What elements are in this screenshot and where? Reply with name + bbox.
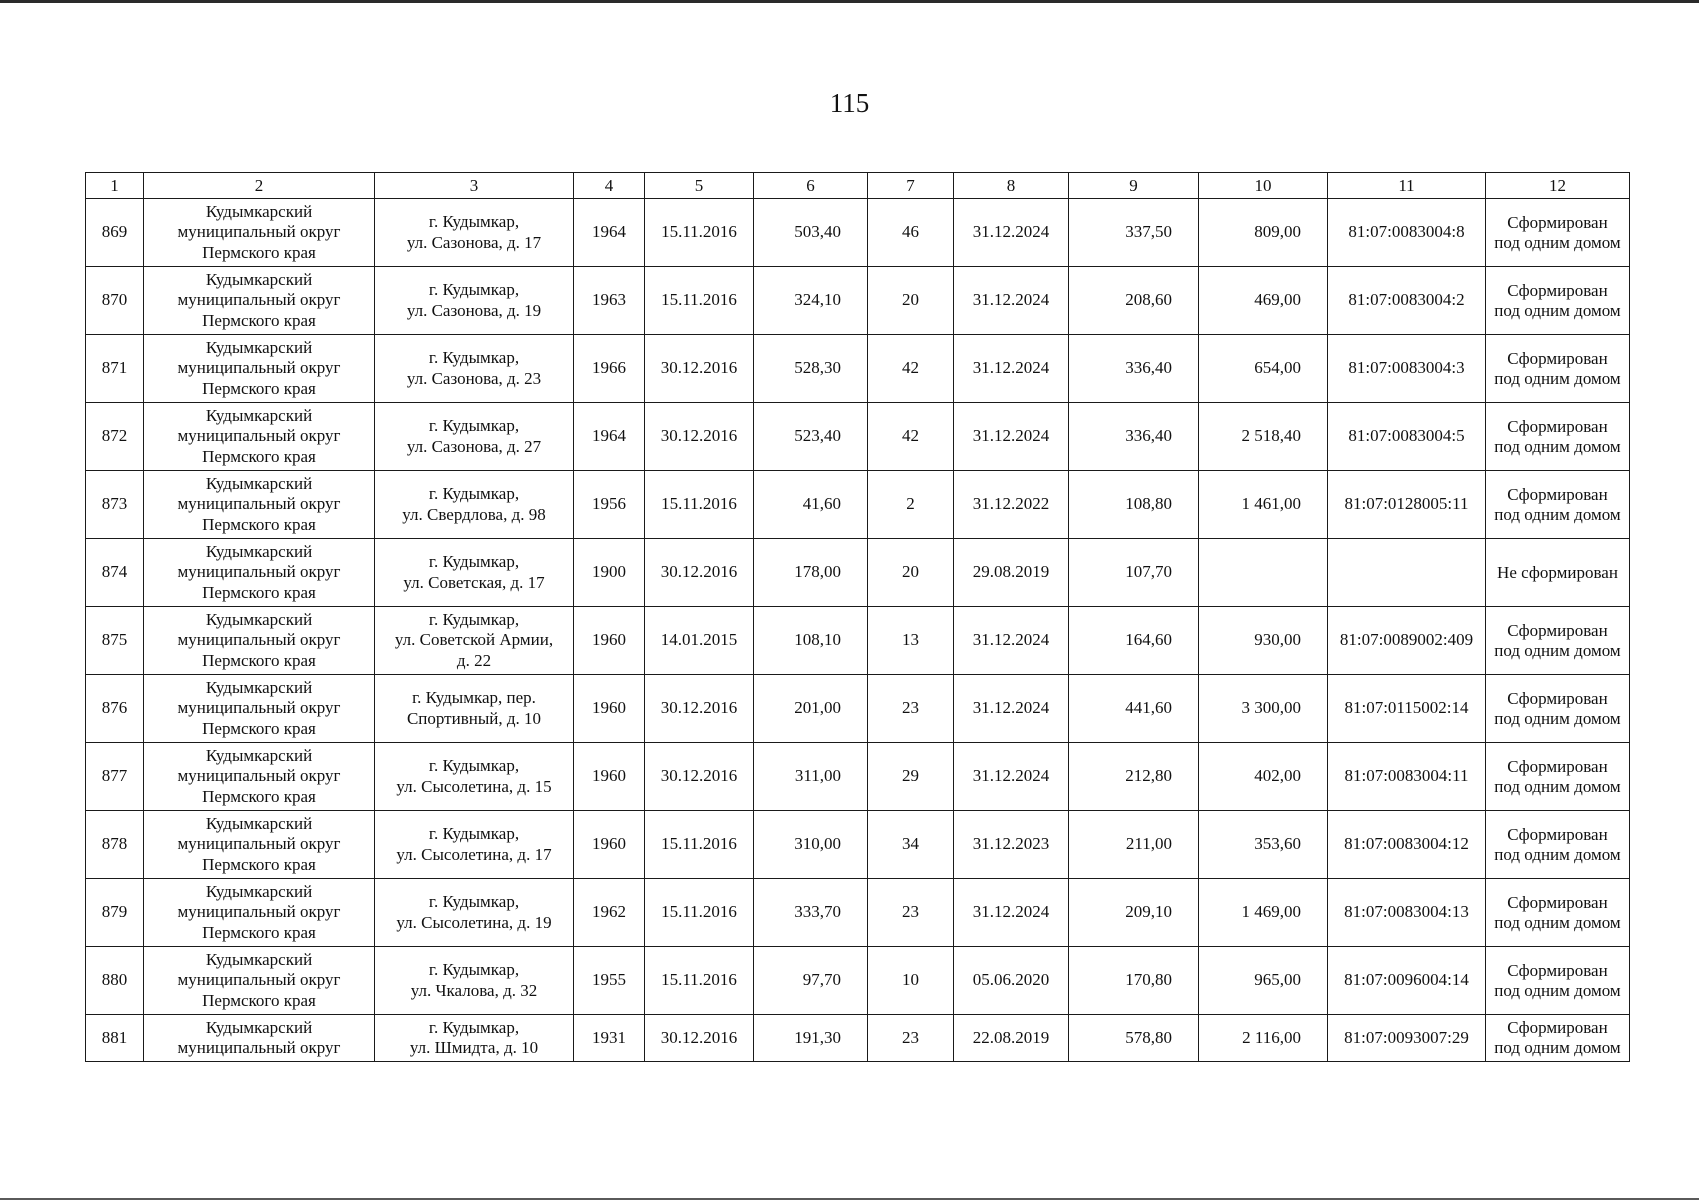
address-line: ул. Советской Армии, [394,630,554,650]
living-area-cell: 212,80 [1069,743,1199,811]
municipality-line: Кудымкарский [205,745,313,765]
column-header: 7 [868,173,954,199]
page-number: 115 [829,88,870,118]
year-cell: 1966 [574,335,645,403]
row-number-cell: 877 [86,743,144,811]
living-area-cell: 211,00 [1069,811,1199,879]
column-header: 4 [574,173,645,199]
land-area-cell: 2 116,00 [1199,1015,1328,1062]
land-area-cell: 965,00 [1199,947,1328,1015]
status-line: под одним домом [1494,232,1621,252]
cadastral-number-cell: 81:07:0083004:11 [1328,743,1486,811]
status-cell [1486,267,1630,335]
table-row [86,199,1630,267]
row-number-cell: 869 [86,199,144,267]
address-cell [375,811,574,879]
address-cell [375,471,574,539]
status-line: Сформирован [1507,960,1608,980]
status-line: Сформирован [1507,484,1608,504]
cadastral-number-cell: 81:07:0083004:2 [1328,267,1486,335]
address-cell [375,539,574,607]
status-line: Сформирован [1507,416,1608,436]
municipality-line: муниципальный округ [177,970,341,990]
table-row [86,607,1630,675]
status-line: Сформирован [1507,280,1608,300]
date-cell: 30.12.2016 [645,403,754,471]
municipality-line: муниципальный округ [177,290,341,310]
municipality-line: муниципальный округ [177,834,341,854]
area-cell: 528,30 [754,335,868,403]
address-line: г. Кудымкар, [428,348,520,367]
area-cell: 97,70 [754,947,868,1015]
living-area-cell: 209,10 [1069,879,1199,947]
status-cell [1486,199,1630,267]
municipality-cell [144,1015,375,1062]
address-cell [375,675,574,743]
deadline-cell: 31.12.2024 [954,403,1069,471]
municipality-line: муниципальный округ [177,902,341,922]
land-area-cell: 3 300,00 [1199,675,1328,743]
cadastral-number-cell: 81:07:0083004:8 [1328,199,1486,267]
table-row [86,675,1630,743]
municipality-cell [144,879,375,947]
area-cell: 41,60 [754,471,868,539]
year-cell: 1900 [574,539,645,607]
status-line: под одним домом [1494,1038,1621,1057]
address-line: г. Кудымкар, пер. [412,688,536,707]
residents-cell: 20 [868,267,954,335]
address-line: ул. Сысолетина, д. 15 [396,776,552,796]
municipality-line: муниципальный округ [177,494,341,514]
residents-cell: 20 [868,539,954,607]
address-cell [375,267,574,335]
municipality-cell [144,607,375,675]
row-number-cell: 878 [86,811,144,879]
cadastral-number-cell: 81:07:0093007:29 [1328,1015,1486,1062]
date-cell: 15.11.2016 [645,879,754,947]
land-area-cell: 353,60 [1199,811,1328,879]
address-line: ул. Шмидта, д. 10 [409,1038,539,1057]
area-cell: 178,00 [754,539,868,607]
row-number-cell: 870 [86,267,144,335]
living-area-cell: 578,80 [1069,1015,1199,1062]
date-cell: 30.12.2016 [645,743,754,811]
date-cell: 15.11.2016 [645,811,754,879]
address-line: ул. Советская, д. 17 [403,572,545,592]
status-cell [1486,607,1630,675]
row-number-cell: 875 [86,607,144,675]
status-line: Сформирован [1507,756,1608,776]
deadline-cell: 31.12.2024 [954,879,1069,947]
municipality-cell [144,403,375,471]
area-cell: 201,00 [754,675,868,743]
deadline-cell: 29.08.2019 [954,539,1069,607]
housing-table [85,172,1630,1062]
address-line: г. Кудымкар, [428,484,520,503]
living-area-cell: 337,50 [1069,199,1199,267]
year-cell: 1931 [574,1015,645,1062]
status-cell [1486,471,1630,539]
year-cell: 1956 [574,471,645,539]
date-cell: 15.11.2016 [645,947,754,1015]
municipality-line: Кудымкарский [205,609,313,629]
table-row [86,879,1630,947]
residents-cell: 13 [868,607,954,675]
municipality-cell [144,335,375,403]
residents-cell: 42 [868,335,954,403]
status-line: Сформирован [1507,212,1608,232]
municipality-line: Пермского края [202,446,316,466]
table-row [86,947,1630,1015]
cadastral-number-cell: 81:07:0083004:12 [1328,811,1486,879]
page-top-edge [0,0,1699,3]
status-cell [1486,675,1630,743]
address-cell [375,335,574,403]
status-line: Сформирован [1507,620,1608,640]
municipality-line: муниципальный округ [177,630,341,650]
column-header: 1 [86,173,144,199]
living-area-cell: 108,80 [1069,471,1199,539]
municipality-line: Кудымкарский [205,337,313,357]
land-area-cell: 1 461,00 [1199,471,1328,539]
living-area-cell: 336,40 [1069,335,1199,403]
cadastral-number-cell: 81:07:0083004:3 [1328,335,1486,403]
address-line: г. Кудымкар, [428,280,520,299]
cadastral-number-cell: 81:07:0096004:14 [1328,947,1486,1015]
living-area-cell: 441,60 [1069,675,1199,743]
status-line: под одним домом [1494,912,1621,932]
municipality-line: Пермского края [202,650,316,670]
address-line: ул. Сазонова, д. 23 [406,368,542,388]
status-cell [1486,879,1630,947]
municipality-line: Пермского края [202,922,316,942]
municipality-line: муниципальный округ [177,562,341,582]
table-row [86,403,1630,471]
municipality-line: Кудымкарский [205,473,313,493]
column-header: 12 [1486,173,1630,199]
area-cell: 333,70 [754,879,868,947]
municipality-line: Пермского края [202,242,316,262]
municipality-line: Кудымкарский [205,813,313,833]
row-number-cell: 876 [86,675,144,743]
date-cell: 15.11.2016 [645,199,754,267]
address-line: ул. Чкалова, д. 32 [410,980,538,1000]
address-cell [375,607,574,675]
address-cell [375,403,574,471]
land-area-cell: 930,00 [1199,607,1328,675]
row-number-cell: 872 [86,403,144,471]
date-cell: 15.11.2016 [645,267,754,335]
deadline-cell: 31.12.2023 [954,811,1069,879]
table-row [86,539,1630,607]
deadline-cell: 22.08.2019 [954,1015,1069,1062]
header-row [86,173,1630,199]
residents-cell: 23 [868,879,954,947]
address-line: г. Кудымкар, [428,1017,520,1037]
land-area-cell: 654,00 [1199,335,1328,403]
column-header: 6 [754,173,868,199]
municipality-line: муниципальный округ [177,222,341,242]
municipality-line: Пермского края [202,718,316,738]
status-line: Сформирован [1507,688,1608,708]
deadline-cell: 05.06.2020 [954,947,1069,1015]
status-line: под одним домом [1494,368,1621,388]
residents-cell: 2 [868,471,954,539]
status-line: под одним домом [1494,844,1621,864]
land-area-cell: 469,00 [1199,267,1328,335]
deadline-cell: 31.12.2024 [954,607,1069,675]
year-cell: 1963 [574,267,645,335]
municipality-line: муниципальный округ [177,426,341,446]
address-line: ул. Сазонова, д. 17 [406,232,542,252]
living-area-cell: 208,60 [1069,267,1199,335]
year-cell: 1955 [574,947,645,1015]
column-header: 9 [1069,173,1199,199]
address-line: ул. Свердлова, д. 98 [402,504,546,524]
status-cell [1486,743,1630,811]
deadline-cell: 31.12.2024 [954,199,1069,267]
cadastral-number-cell: 81:07:0083004:13 [1328,879,1486,947]
municipality-cell [144,199,375,267]
status-line: под одним домом [1494,300,1621,320]
table-body [86,199,1630,1062]
date-cell: 14.01.2015 [645,607,754,675]
status-line: под одним домом [1494,640,1621,660]
address-cell [375,1015,574,1062]
deadline-cell: 31.12.2024 [954,743,1069,811]
area-cell: 310,00 [754,811,868,879]
municipality-cell [144,811,375,879]
date-cell: 15.11.2016 [645,471,754,539]
status-cell [1486,335,1630,403]
municipality-cell [144,675,375,743]
status-line: под одним домом [1494,436,1621,456]
municipality-line: муниципальный округ [177,358,341,378]
date-cell: 30.12.2016 [645,335,754,403]
municipality-line: Пермского края [202,854,316,874]
status-cell [1486,1015,1630,1062]
cadastral-number-cell: 81:07:0089002:409 [1328,607,1486,675]
cadastral-number-cell: 81:07:0128005:11 [1328,471,1486,539]
address-line: Спортивный, д. 10 [406,708,542,728]
status-line: под одним домом [1494,504,1621,524]
municipality-line: Кудымкарский [205,677,313,697]
municipality-line: Кудымкарский [205,1017,313,1037]
municipality-line: Пермского края [202,310,316,330]
area-cell: 311,00 [754,743,868,811]
area-cell: 523,40 [754,403,868,471]
municipality-line: муниципальный округ [177,766,341,786]
column-header: 8 [954,173,1069,199]
cadastral-number-cell: 81:07:0115002:14 [1328,675,1486,743]
living-area-cell: 336,40 [1069,403,1199,471]
status-cell [1486,811,1630,879]
municipality-cell [144,267,375,335]
municipality-cell [144,471,375,539]
area-cell: 503,40 [754,199,868,267]
column-header: 3 [375,173,574,199]
address-line: г. Кудымкар, [428,960,520,979]
address-line: ул. Сысолетина, д. 17 [396,844,552,864]
living-area-cell: 164,60 [1069,607,1199,675]
municipality-line: Кудымкарский [205,949,313,969]
address-line: г. Кудымкар, [428,212,520,231]
municipality-line: Пермского края [202,990,316,1010]
status-line: Сформирован [1507,892,1608,912]
status-line: под одним домом [1494,708,1621,728]
year-cell: 1960 [574,675,645,743]
status-cell [1486,947,1630,1015]
status-cell [1486,403,1630,471]
status-line: Сформирован [1507,824,1608,844]
address-line: г. Кудымкар, [428,824,520,843]
deadline-cell: 31.12.2024 [954,675,1069,743]
land-area-cell [1199,539,1328,607]
row-number-cell: 881 [86,1015,144,1062]
cadastral-number-cell [1328,539,1486,607]
table-row [86,1015,1630,1062]
table-row [86,267,1630,335]
municipality-line: Кудымкарский [205,201,313,221]
residents-cell: 42 [868,403,954,471]
municipality-line: Кудымкарский [205,269,313,289]
land-area-cell: 809,00 [1199,199,1328,267]
row-number-cell: 874 [86,539,144,607]
residents-cell: 46 [868,199,954,267]
status-cell [1486,539,1630,607]
address-line: г. Кудымкар, [428,756,520,775]
row-number-cell: 873 [86,471,144,539]
deadline-cell: 31.12.2024 [954,335,1069,403]
column-header: 11 [1328,173,1486,199]
status-line: Не сформирован [1497,562,1618,582]
date-cell: 30.12.2016 [645,539,754,607]
address-line: г. Кудымкар, [428,892,520,911]
table-row [86,743,1630,811]
year-cell: 1964 [574,199,645,267]
address-cell [375,199,574,267]
municipality-line: Пермского края [202,378,316,398]
column-header: 5 [645,173,754,199]
address-line: г. Кудымкар, [428,552,520,571]
municipality-cell [144,947,375,1015]
residents-cell: 34 [868,811,954,879]
land-area-cell: 1 469,00 [1199,879,1328,947]
year-cell: 1960 [574,811,645,879]
date-cell: 30.12.2016 [645,1015,754,1062]
status-line: Сформирован [1507,348,1608,368]
living-area-cell: 170,80 [1069,947,1199,1015]
municipality-line: Пермского края [202,786,316,806]
municipality-cell [144,539,375,607]
land-area-cell: 2 518,40 [1199,403,1328,471]
residents-cell: 10 [868,947,954,1015]
status-line: под одним домом [1494,980,1621,1000]
year-cell: 1964 [574,403,645,471]
column-header: 2 [144,173,375,199]
residents-cell: 29 [868,743,954,811]
address-cell [375,947,574,1015]
address-line: ул. Сазонова, д. 27 [406,436,542,456]
column-header: 10 [1199,173,1328,199]
municipality-line: Кудымкарский [205,405,313,425]
cadastral-number-cell: 81:07:0083004:5 [1328,403,1486,471]
date-cell: 30.12.2016 [645,675,754,743]
address-cell [375,879,574,947]
area-cell: 108,10 [754,607,868,675]
row-number-cell: 879 [86,879,144,947]
address-line: г. Кудымкар, [428,609,520,629]
table-row [86,335,1630,403]
municipality-line: муниципальный округ [177,1038,341,1057]
year-cell: 1960 [574,743,645,811]
row-number-cell: 871 [86,335,144,403]
year-cell: 1960 [574,607,645,675]
address-line: д. 22 [456,650,492,670]
residents-cell: 23 [868,1015,954,1062]
municipality-cell [144,743,375,811]
deadline-cell: 31.12.2024 [954,267,1069,335]
municipality-line: муниципальный округ [177,698,341,718]
residents-cell: 23 [868,675,954,743]
address-line: г. Кудымкар, [428,416,520,435]
table-row [86,471,1630,539]
deadline-cell: 31.12.2022 [954,471,1069,539]
year-cell: 1962 [574,879,645,947]
status-line: под одним домом [1494,776,1621,796]
area-cell: 324,10 [754,267,868,335]
municipality-line: Пермского края [202,582,316,602]
status-line: Сформирован [1507,1018,1608,1037]
address-line: ул. Сысолетина, д. 19 [396,912,552,932]
municipality-line: Пермского края [202,514,316,534]
living-area-cell: 107,70 [1069,539,1199,607]
row-number-cell: 880 [86,947,144,1015]
address-cell [375,743,574,811]
municipality-line: Кудымкарский [205,541,313,561]
table-row [86,811,1630,879]
address-line: ул. Сазонова, д. 19 [406,300,542,320]
area-cell: 191,30 [754,1015,868,1062]
municipality-line: Кудымкарский [205,881,313,901]
land-area-cell: 402,00 [1199,743,1328,811]
